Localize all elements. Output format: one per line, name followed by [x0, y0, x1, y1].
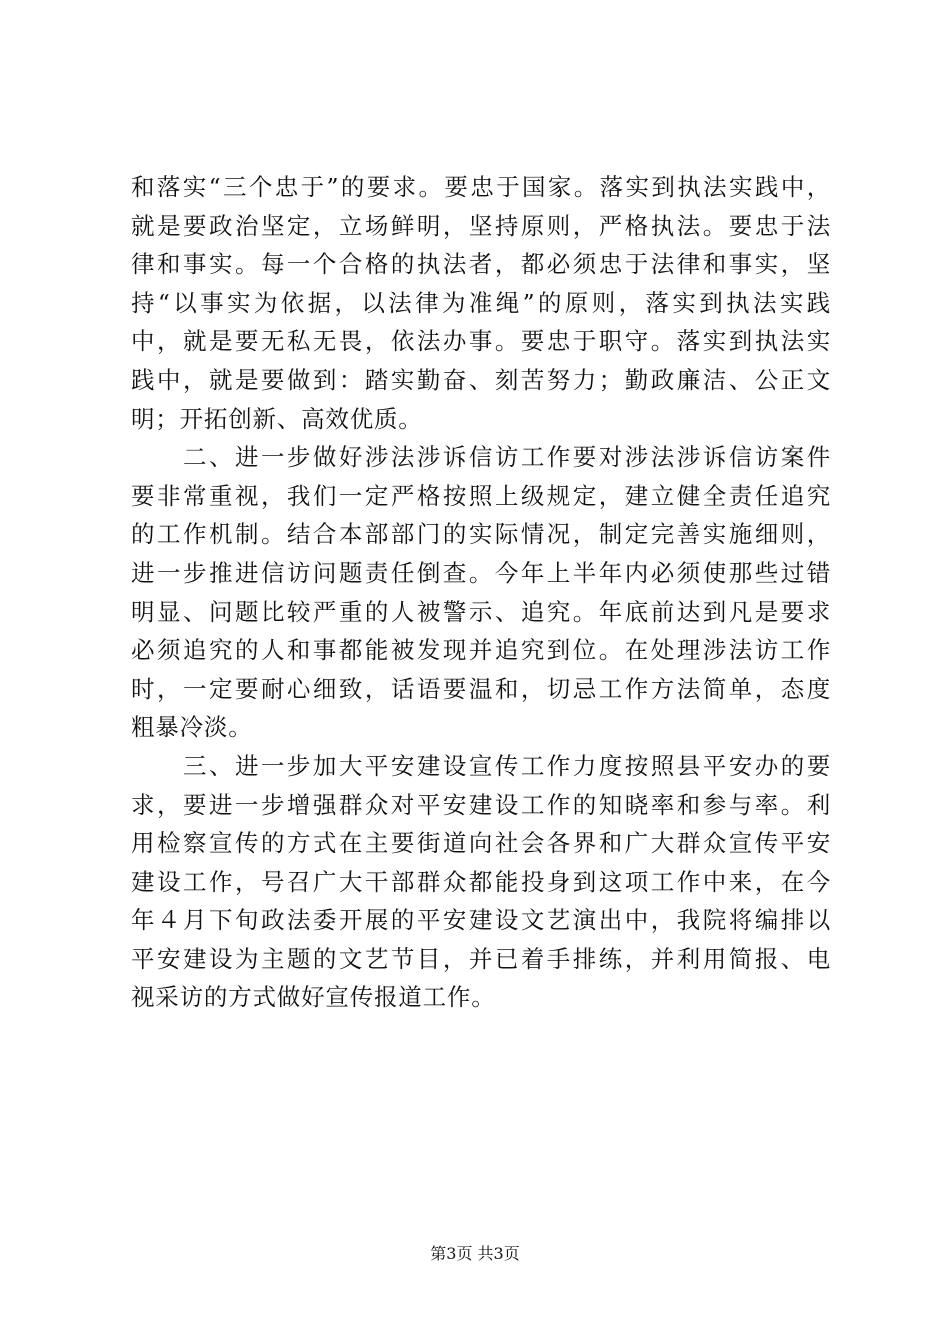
text-line: 律和事实。每一个合格的执法者，都必须忠于法律和事实，坚 [131, 250, 831, 279]
text-line: 的工作机制。结合本部部门的实际情况，制定完善实施细则， [131, 520, 831, 549]
text-line: 平安建设为主题的文艺节目，并已着手排练，并利用简报、电 [131, 944, 831, 973]
text-line: 持“以事实为依据，以法律为准绳”的原则，落实到执法实践 [131, 288, 831, 317]
text-line: 用检察宣传的方式在主要街道向社会各界和广大群众宣传平安 [131, 829, 831, 858]
text-line: 必须追究的人和事都能被发现并追究到位。在处理涉法访工作 [131, 636, 831, 665]
text-line: 时，一定要耐心细致，话语要温和，切忌工作方法简单，态度 [131, 674, 831, 703]
page-number-footer: 第3页 共3页 [430, 1244, 520, 1263]
text-line: 中，就是要无私无畏，依法办事。要忠于职守。落实到执法实 [131, 327, 831, 356]
text-line: 三、进一步加大平安建设宣传工作力度按照县平安办的要 [131, 751, 831, 780]
text-line: 年４月下旬政法委开展的平安建设文艺演出中，我院将编排以 [131, 906, 831, 935]
document-body [131, 168, 831, 1017]
text-line: 建设工作，号召广大干部群众都能投身到这项工作中来，在今 [131, 867, 831, 896]
text-line: 和落实“三个忠于”的要求。要忠于国家。落实到执法实践中， [131, 173, 831, 201]
text-line: 明显、问题比较严重的人被警示、追究。年底前达到凡是要求 [131, 597, 831, 626]
text-line: 粗暴冷淡。 [131, 713, 253, 742]
text-line: 践中，就是要做到：踏实勤奋、刻苦努力；勤政廉洁、公正文 [131, 365, 831, 394]
text-line: 进一步推进信访问题责任倒查。今年上半年内必须使那些过错 [131, 558, 831, 587]
text-line: 求，要进一步增强群众对平安建设工作的知晓率和参与率。利 [131, 790, 831, 819]
text-line: 要非常重视，我们一定严格按照上级规定，建立健全责任追究 [131, 481, 831, 510]
text-line: 就是要政治坚定，立场鲜明，坚持原则，严格执法。要忠于法 [131, 211, 831, 240]
text-line: 二、进一步做好涉法涉诉信访工作要对涉法涉诉信访案件 [131, 443, 831, 472]
text-line: 明；开拓创新、高效优质。 [131, 404, 423, 433]
text-line: 视采访的方式做好宣传报道工作。 [131, 983, 496, 1012]
